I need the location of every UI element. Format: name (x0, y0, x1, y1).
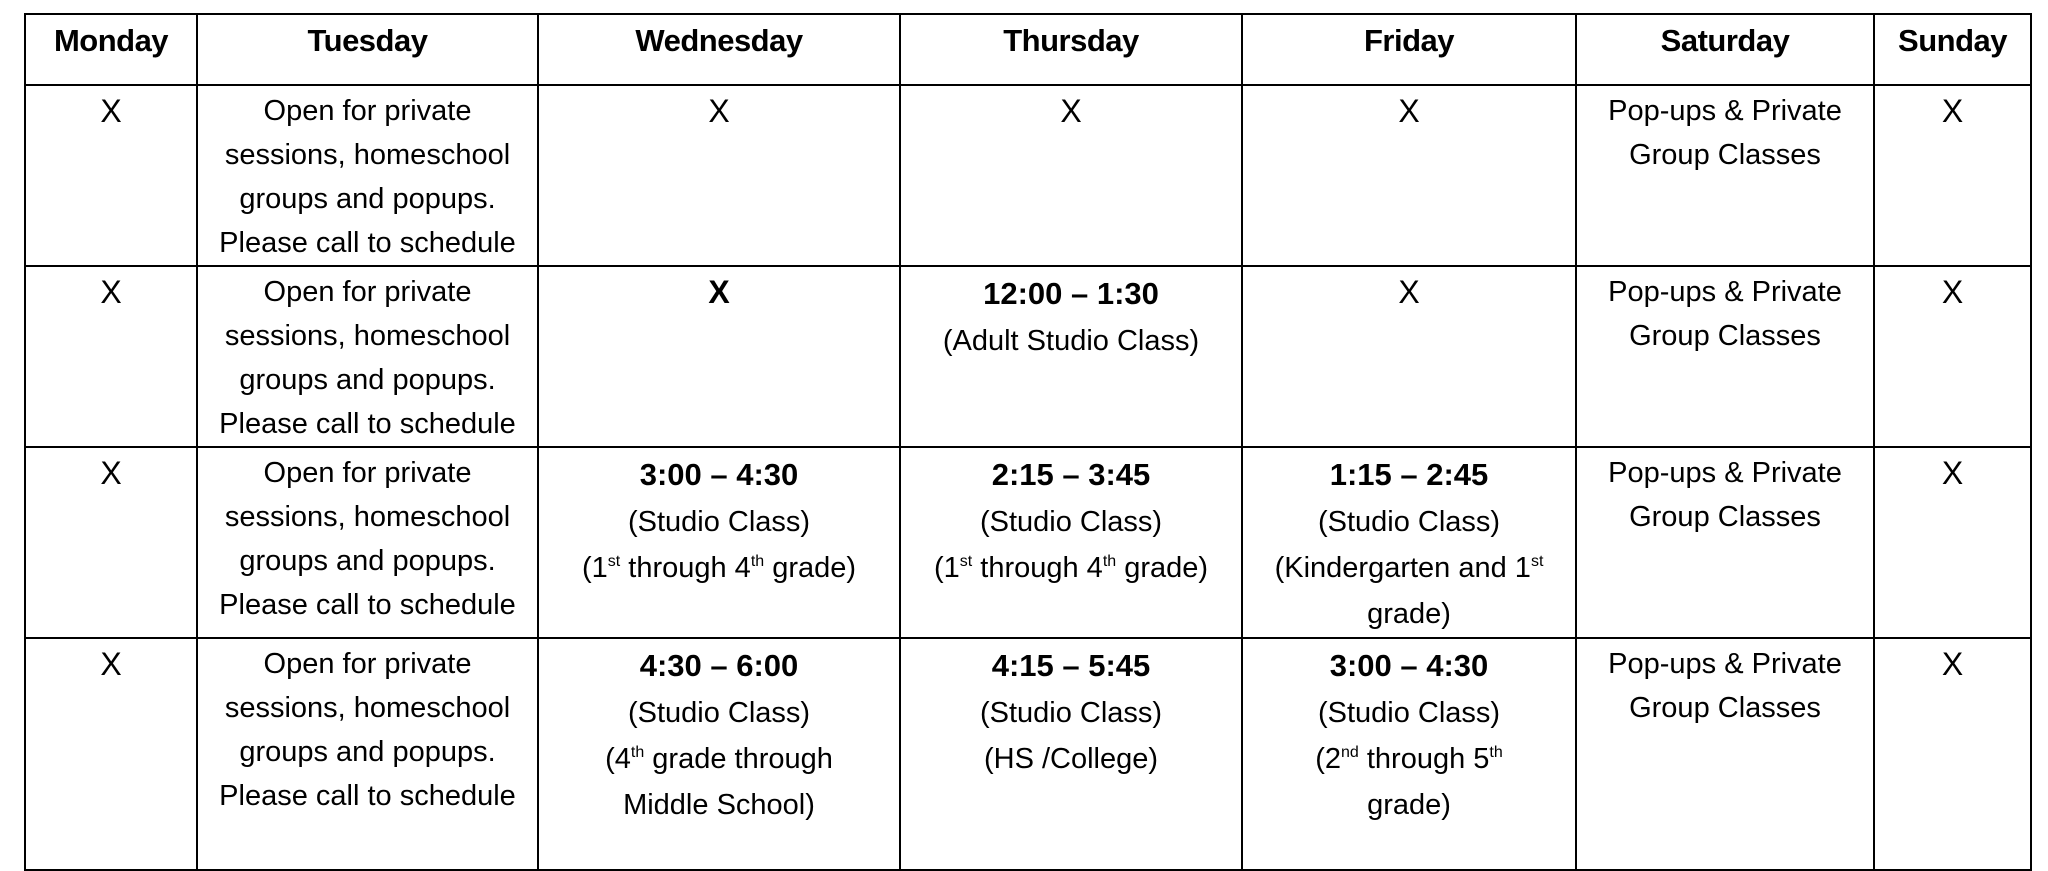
saturday-note-line: Group Classes (1629, 501, 1821, 533)
monday-cell (25, 447, 197, 638)
saturday-note-line: Pop-ups & Private (1608, 276, 1842, 308)
wednesday-cell (538, 266, 900, 447)
sunday-cell (1874, 266, 2031, 447)
saturday-cell (1576, 447, 1874, 638)
class-time: 4:15 – 5:45 (991, 648, 1151, 683)
sunday-cell (1874, 447, 2031, 638)
closed-mark: X (100, 455, 122, 491)
closed-mark: X (1941, 274, 1964, 310)
tuesday-cell (197, 638, 538, 870)
tuesday-note-line: Open for private (263, 648, 472, 680)
tuesday-note-line: sessions, homeschool (224, 501, 511, 533)
sunday-cell (1874, 638, 2031, 870)
class-audience-cont: grade) (1367, 789, 1451, 821)
class-time: 3:00 – 4:30 (1329, 648, 1489, 683)
wednesday-cell (538, 447, 900, 638)
saturday-note-line: Pop-ups & Private (1608, 457, 1842, 489)
friday-cell (1242, 447, 1576, 638)
friday-cell (1242, 85, 1576, 266)
schedule-row-3 (25, 447, 2031, 638)
weekly-schedule-table (24, 13, 2032, 871)
tuesday-note-line: Open for private (263, 457, 472, 489)
saturday-note-line: Group Classes (1629, 692, 1821, 724)
schedule-row-2 (25, 266, 2031, 447)
saturday-cell (1576, 85, 1874, 266)
header-row (25, 14, 2031, 85)
saturday-note-line: Pop-ups & Private (1608, 95, 1842, 127)
tuesday-cell (197, 447, 538, 638)
tuesday-note-line: Please call to schedule (219, 589, 516, 621)
class-type: (Studio Class) (979, 506, 1163, 538)
header-wednesday: Wednesday (538, 14, 900, 85)
tuesday-note-line: Please call to schedule (219, 227, 516, 259)
thursday-cell (900, 447, 1242, 638)
class-time: 4:30 – 6:00 (639, 648, 799, 683)
tuesday-note-line: groups and popups. (239, 364, 496, 396)
class-time: 12:00 – 1:30 (983, 276, 1159, 311)
wednesday-cell (538, 85, 900, 266)
class-description: (Adult Studio Class) (942, 325, 1200, 357)
schedule-row-4 (25, 638, 2031, 870)
tuesday-note-line: Open for private (263, 276, 472, 308)
thursday-cell (900, 638, 1242, 870)
friday-cell (1242, 638, 1576, 870)
closed-mark: X (1941, 455, 1964, 491)
class-audience: (1st through 4th grade) (933, 552, 1209, 584)
saturday-cell (1576, 266, 1874, 447)
tuesday-note-line: Open for private (263, 95, 472, 127)
tuesday-note-line: sessions, homeschool (224, 139, 511, 171)
monday-cell (25, 85, 197, 266)
closed-mark: X (100, 274, 122, 310)
tuesday-note-line: sessions, homeschool (224, 692, 511, 724)
thursday-cell (900, 266, 1242, 447)
class-time: 2:15 – 3:45 (991, 457, 1151, 492)
tuesday-note-line: Please call to schedule (219, 408, 516, 440)
class-audience: (2nd through 5th (1315, 743, 1503, 775)
closed-mark: X (1398, 274, 1420, 310)
class-audience: (HS /College) (983, 743, 1159, 775)
header-monday: Monday (25, 14, 197, 85)
header-sunday: Sunday (1874, 14, 2031, 85)
header-saturday: Saturday (1576, 14, 1874, 85)
header-tuesday: Tuesday (197, 14, 538, 85)
friday-cell (1242, 266, 1576, 447)
tuesday-note-line: sessions, homeschool (224, 320, 511, 352)
schedule-row-1 (25, 85, 2031, 266)
class-time: 1:15 – 2:45 (1329, 457, 1489, 492)
tuesday-note-line: groups and popups. (239, 736, 496, 768)
saturday-note-line: Pop-ups & Private (1608, 648, 1842, 680)
class-type: (Studio Class) (627, 506, 811, 538)
class-audience: (1st through 4th grade) (581, 552, 857, 584)
closed-mark: X (1398, 93, 1420, 129)
wednesday-cell (538, 638, 900, 870)
saturday-cell (1576, 638, 1874, 870)
class-time: 3:00 – 4:30 (639, 457, 799, 492)
header-thursday: Thursday (900, 14, 1242, 85)
monday-cell (25, 638, 197, 870)
tuesday-note-line: groups and popups. (239, 545, 496, 577)
class-audience: (4th grade through (605, 743, 833, 775)
header-friday: Friday (1242, 14, 1576, 85)
closed-mark: X (708, 93, 730, 129)
class-audience: (Kindergarten and 1st (1274, 552, 1544, 584)
saturday-note-line: Group Classes (1629, 139, 1821, 171)
closed-mark: X (100, 646, 122, 682)
class-type: (Studio Class) (1317, 506, 1501, 538)
class-type: (Studio Class) (979, 697, 1163, 729)
tuesday-cell (197, 266, 538, 447)
class-audience-cont: grade) (1367, 598, 1451, 630)
class-audience-cont: Middle School) (623, 789, 815, 821)
tuesday-note-line: Please call to schedule (219, 780, 516, 812)
closed-mark: X (1060, 93, 1082, 129)
class-type: (Studio Class) (627, 697, 811, 729)
monday-cell (25, 266, 197, 447)
closed-mark: X (708, 274, 730, 310)
saturday-note-line: Group Classes (1629, 320, 1821, 352)
thursday-cell (900, 85, 1242, 266)
closed-mark: X (1941, 646, 1964, 682)
closed-mark: X (100, 93, 122, 129)
class-type: (Studio Class) (1317, 697, 1501, 729)
sunday-cell (1874, 85, 2031, 266)
closed-mark: X (1941, 93, 1964, 129)
tuesday-note-line: groups and popups. (239, 183, 496, 215)
tuesday-cell (197, 85, 538, 266)
